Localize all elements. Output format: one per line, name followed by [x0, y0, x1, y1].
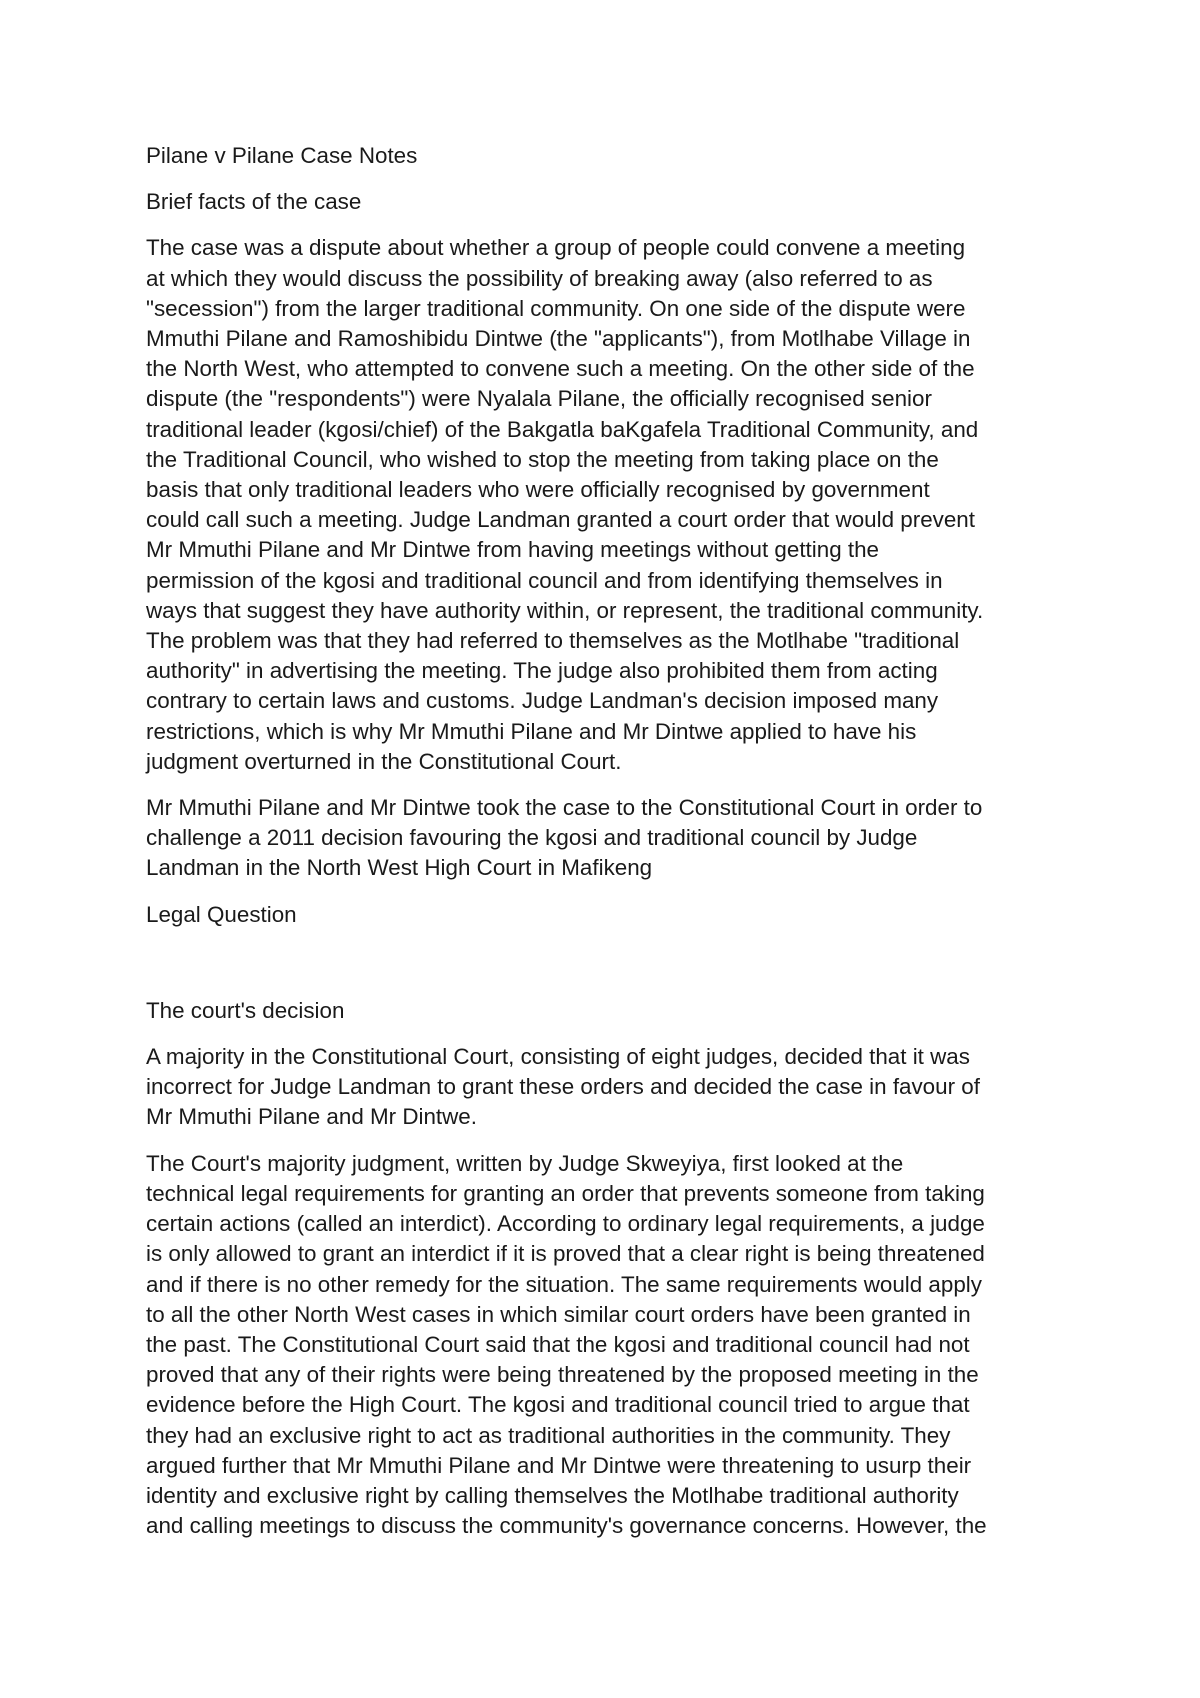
text-line: could call such a meeting. Judge Landman granted a court order that would prevent — [146, 507, 975, 533]
text-line: permission of the kgosi and traditional council and from identifying themselves in — [146, 567, 943, 593]
paragraph-judgment — [146, 1149, 1076, 1542]
text-line: Mr Mmuthi Pilane and Mr Dintwe took the case to the Constitutional Court in order to — [146, 795, 983, 821]
text-line: basis that only traditional leaders who were officially recognised by government — [146, 477, 930, 503]
text-line: contrary to certain laws and customs. Judge Landman's decision imposed many — [146, 688, 939, 714]
text-line: ways that suggest they have authority within, or represent, the traditional community. — [146, 597, 984, 623]
paragraph-majority — [146, 1042, 1076, 1133]
text-line: identity and exclusive right by calling themselves the Motlhabe traditional authority — [146, 1482, 959, 1508]
text-line: is only allowed to grant an interdict if it is proved that a clear right is being threatened — [146, 1241, 985, 1267]
text-line: proved that any of their rights were being threatened by the proposed meeting in the — [146, 1362, 979, 1388]
text-line: The Court's majority judgment, written by Judge Skweyiya, first looked at the — [146, 1150, 904, 1176]
text-line: to all the other North West cases in which similar court orders have been granted in — [146, 1301, 971, 1327]
text-line: "secession") from the larger traditional community. On one side of the dispute were — [146, 295, 966, 321]
text-line: they had an exclusive right to act as traditional authorities in the community. They — [146, 1422, 951, 1448]
text-line: certain actions (called an interdict). According to ordinary legal requirements, a judge — [146, 1211, 985, 1237]
decision-heading: The court's decision — [146, 997, 345, 1023]
text-line: and if there is no other remedy for the situation. The same requirements would apply — [146, 1271, 982, 1297]
paragraph-brief-facts — [146, 233, 1076, 777]
text-line: the Traditional Council, who wished to stop the meeting from taking place on the — [146, 446, 939, 472]
document-title: Pilane v Pilane Case Notes — [146, 143, 418, 168]
text-line: dispute (the "respondents") were Nyalala Pilane, the officially recognised senior — [146, 386, 932, 412]
text-line: evidence before the High Court. The kgosi and traditional council tried to argue that — [146, 1392, 970, 1418]
text-line: The problem was that they had referred to themselves as the Motlhabe "traditional — [146, 628, 960, 654]
text-line: technical legal requirements for granting an order that prevents someone from taking — [146, 1180, 985, 1206]
text-line: Mmuthi Pilane and Ramoshibidu Dintwe (the "applicants"), from Motlhabe Village in — [146, 326, 971, 352]
paragraph-appeal — [146, 793, 1076, 884]
text-line: authority" in advertising the meeting. The judge also prohibited them from acting — [146, 658, 938, 684]
text-line: restrictions, which is why Mr Mmuthi Pilane and Mr Dintwe applied to have his — [146, 718, 917, 744]
text-line: challenge a 2011 decision favouring the kgosi and traditional council by Judge — [146, 825, 918, 851]
blank-space — [146, 946, 1076, 996]
document-body — [146, 141, 1076, 1557]
text-line: Landman in the North West High Court in Mafikeng — [146, 855, 653, 881]
text-line: incorrect for Judge Landman to grant these orders and decided the case in favour of — [146, 1074, 980, 1100]
text-line: Mr Mmuthi Pilane and Mr Dintwe from having meetings without getting the — [146, 537, 879, 563]
text-line: at which they would discuss the possibility of breaking away (also referred to as — [146, 265, 933, 291]
text-line: traditional leader (kgosi/chief) of the Bakgatla baKgafela Traditional Community, and — [146, 416, 979, 442]
text-line: A majority in the Constitutional Court, consisting of eight judges, decided that it was — [146, 1044, 970, 1070]
text-line: judgment overturned in the Constitutional Court. — [146, 748, 622, 774]
text-line: argued further that Mr Mmuthi Pilane and Mr Dintwe were threatening to usurp their — [146, 1452, 972, 1478]
legal-question-heading: Legal Question — [146, 901, 297, 927]
text-line: the past. The Constitutional Court said that the kgosi and traditional council had not — [146, 1331, 970, 1357]
brief-facts-heading: Brief facts of the case — [146, 189, 362, 215]
text-line: Mr Mmuthi Pilane and Mr Dintwe. — [146, 1104, 477, 1130]
text-line: The case was a dispute about whether a group of people could convene a meeting — [146, 235, 966, 261]
text-line: and calling meetings to discuss the community's governance concerns. However, the — [146, 1513, 987, 1539]
text-line: the North West, who attempted to convene such a meeting. On the other side of the — [146, 356, 975, 382]
